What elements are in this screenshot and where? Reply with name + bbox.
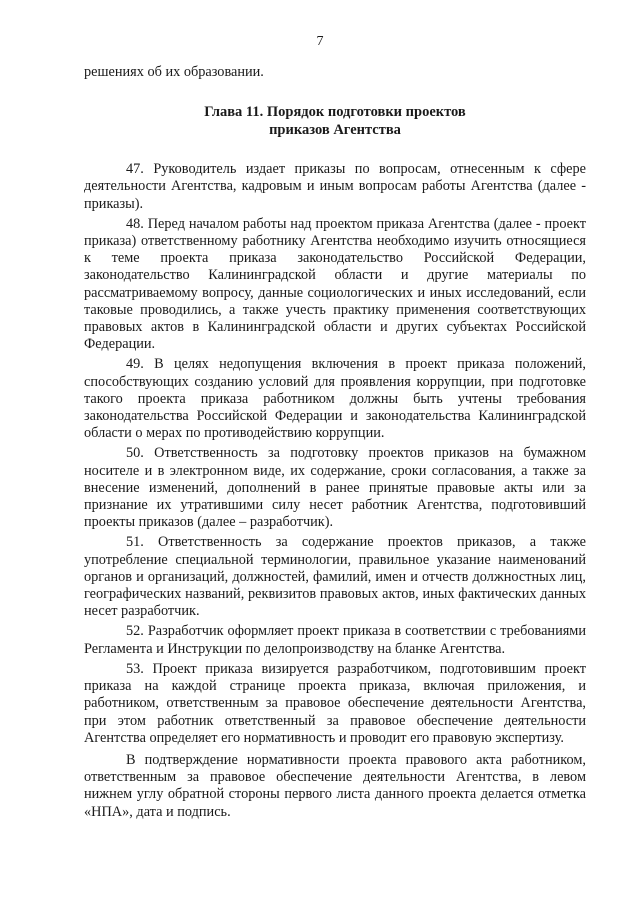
paragraph-49: 49. В целях недопущения включения в проект приказа положений, способствующих созданию условий для проявления коррупции, при подготовке такого проекта приказа работником должны быть учтены требования законодательства Российской Федерации и законодательства Калининградской области о мерах по противодействию коррупции.: [84, 356, 586, 442]
page-number: 7: [316, 34, 324, 49]
chapter-title-line-1: Глава 11. Порядок подготовки проектов: [204, 104, 466, 121]
paragraph-52: 52. Разработчик оформляет проект приказа в соответствии с требованиями Регламента и Инструкции по делопроизводству на бланке Агентства.: [84, 623, 586, 657]
paragraph-50: 50. Ответственность за подготовку проектов приказов на бумажном носителе и в электронном виде, их содержание, сроки согласования, а также за внесение изменений, дополнений в ранее принятые правовые акты или за признание их утратившими силу несет работник Агентства, подготовивший проекты приказов (далее – разработчик).: [84, 445, 586, 531]
paragraph-48: 48. Перед началом работы над проектом приказа Агентства (далее - проект приказа) ответственному работнику Агентства необходимо изучить относящиеся к теме проекта приказа законодательство Российской Федерации, законодательство Калининградской области и другие материалы по рассматриваемому вопросу, данные социологических и иных исследований, если таковые проводились, а также учесть практику применения соответствующих правовых актов в Калининградской области и других субъектах Российской Федерации.: [84, 215, 586, 353]
paragraph-npa-mark: В подтверждение нормативности проекта правового акта работником, ответственным за правовое обеспечение деятельности Агентства, в левом нижнем углу обратной стороны первого листа данного проекта делается отметка «НПА», дата и подпись.: [84, 751, 586, 820]
chapter-heading: [84, 103, 586, 139]
paragraph-51: 51. Ответственность за содержание проектов приказов, а также употребление специальной терминологии, правильное указание наименований органов и организаций, должностей, фамилий, имен и отчеств должностных лиц, географических названий, реквизитов правовых актов, иных фактических данных несет разработчик.: [84, 534, 586, 620]
paragraph-53: 53. Проект приказа визируется разработчиком, подготовившим проект приказа на каждой странице проекта приказа, включая приложения, и работником, ответственным за правовое обеспечение деятельности Агентства, при этом работник ответственный за правовое обеспечение деятельности Агентства определяет его нормативность и проводит его правовую экспертизу.: [84, 660, 586, 746]
chapter-title-line-2: приказов Агентства: [269, 122, 401, 139]
continued-text: решениях об их образовании.: [84, 64, 264, 80]
paragraph-47: 47. Руководитель издает приказы по вопросам, отнесенным к сфере деятельности Агентства, кадровым и иным вопросам работы Агентства (далее - приказы).: [84, 161, 586, 212]
document-body: [84, 64, 586, 824]
